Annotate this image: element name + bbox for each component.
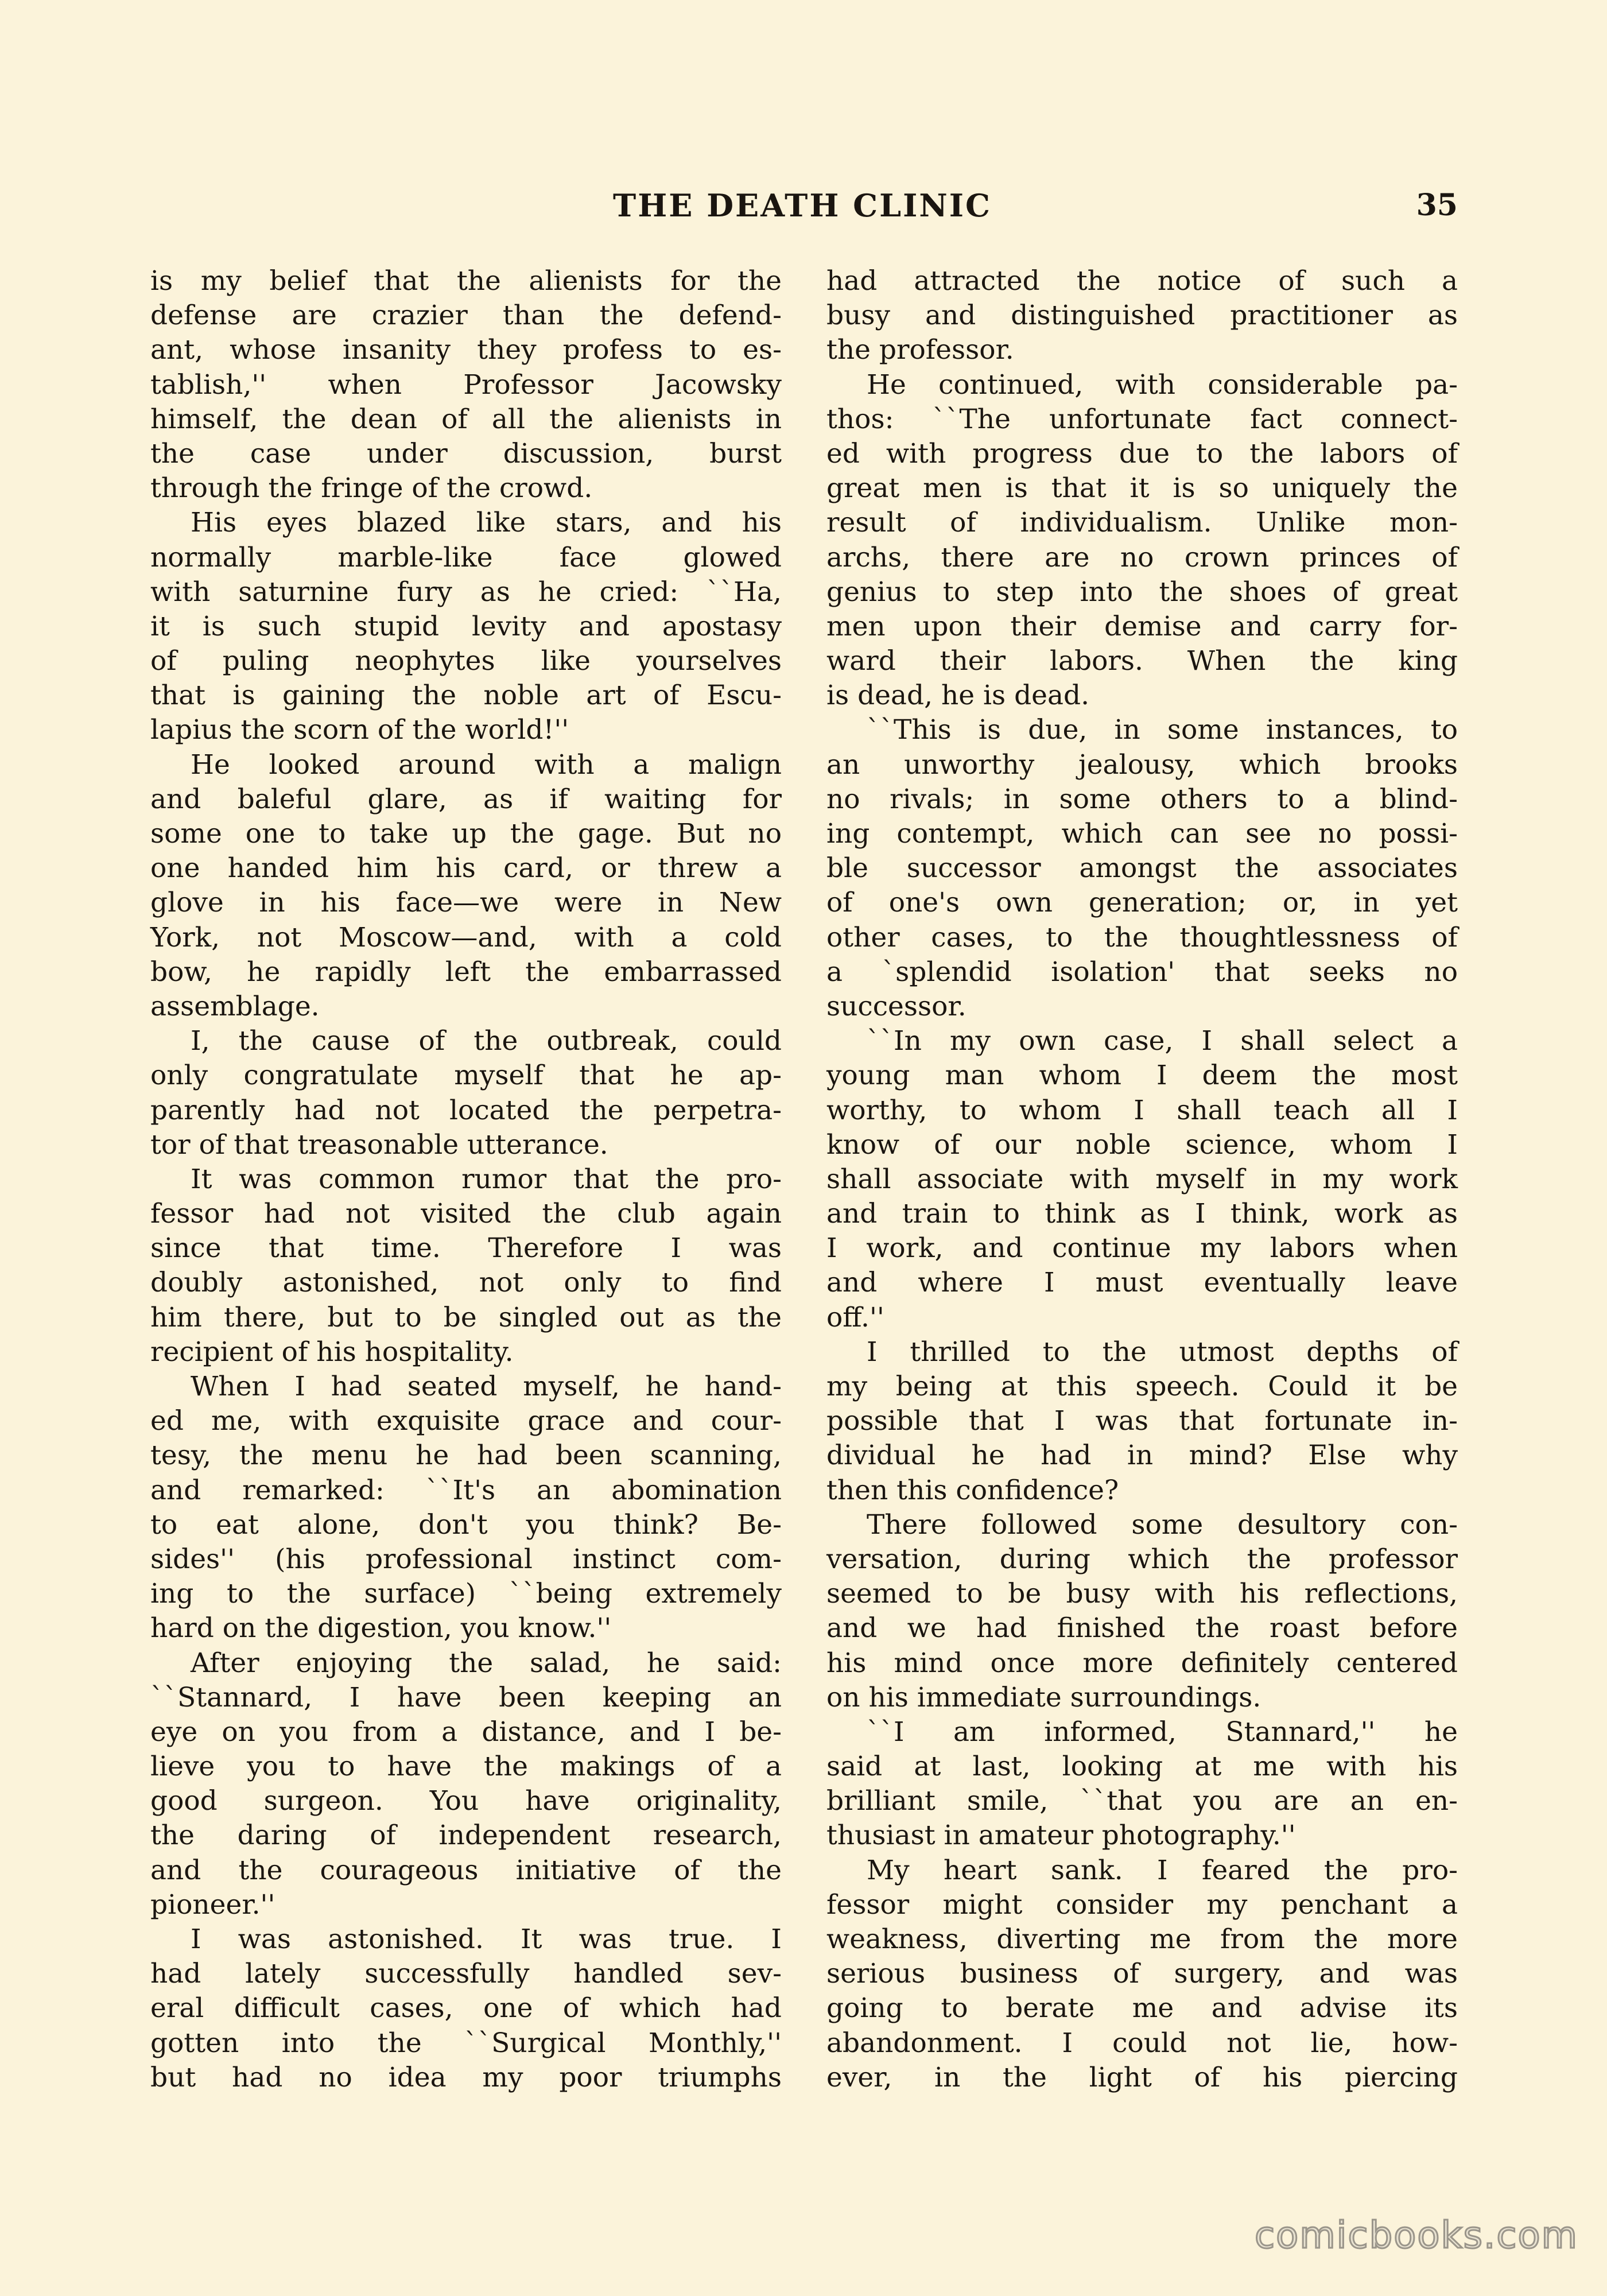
- text-line: lapius the scorn of the world!'': [150, 714, 569, 746]
- text-line: There followed some desultory con-: [867, 1508, 1458, 1541]
- text-line: defense are crazier than the defend-: [150, 300, 782, 332]
- text-line: one handed him his card, or threw a: [150, 852, 782, 885]
- text-line: is my belief that the alienists for the: [150, 265, 782, 297]
- text-line: only congratulate myself that he ap-: [150, 1060, 782, 1092]
- text-line: He looked around with a malign: [191, 748, 782, 781]
- left-text-column: [150, 264, 782, 2095]
- text-line: successor.: [826, 990, 966, 1022]
- text-line: versation, during which the professor: [826, 1543, 1458, 1575]
- text-line: that is gaining the noble art of Escu-: [150, 680, 782, 712]
- text-line: ever, in the light of his piercing: [826, 2061, 1458, 2093]
- text-line: possible that I was that fortunate in-: [826, 1405, 1458, 1437]
- text-line: but had no idea my poor triumphs: [150, 2061, 782, 2093]
- text-line: ``I am informed, Stannard,'' he: [867, 1716, 1458, 1748]
- text-line: and baleful glare, as if waiting for: [150, 783, 782, 815]
- text-line: him there, but to be singled out as the: [150, 1301, 782, 1333]
- text-line: young man whom I deem the most: [826, 1060, 1458, 1092]
- page-header: [0, 183, 1607, 228]
- text-line: on his immediate surroundings.: [826, 1681, 1261, 1713]
- text-line: the case under discussion, burst: [150, 437, 782, 470]
- text-line: dividual he had in mind? Else why: [826, 1440, 1458, 1472]
- text-line: no rivals; in some others to a blind-: [826, 783, 1458, 815]
- text-line: some one to take up the gage. But no: [150, 818, 782, 850]
- text-line: eral difficult cases, one of which had: [150, 1992, 782, 2024]
- text-line: tor of that treasonable utterance.: [150, 1128, 608, 1161]
- text-line: ing to the surface) ``being extremely: [150, 1578, 782, 1610]
- text-line: sides'' (his professional instinct com-: [150, 1543, 782, 1575]
- text-line: thos: ``The unfortunate fact connect-: [826, 403, 1458, 435]
- text-line: glove in his face—we were in New: [150, 887, 782, 919]
- text-line: result of individualism. Unlike mon-: [826, 507, 1458, 539]
- text-line: gotten into the ``Surgical Monthly,'': [150, 2027, 782, 2059]
- text-line: weakness, diverting me from the more: [826, 1923, 1458, 1955]
- text-line: and the courageous initiative of the: [150, 1854, 782, 1886]
- text-line: it is such stupid levity and apostasy: [150, 610, 782, 642]
- text-line: fessor had not visited the club again: [150, 1198, 782, 1230]
- text-line: hard on the digestion, you know.'': [150, 1612, 612, 1645]
- text-line: My heart sank. I feared the pro-: [867, 1854, 1458, 1886]
- text-line: ward their labors. When the king: [826, 645, 1458, 677]
- text-line: thusiast in amateur photography.'': [826, 1820, 1296, 1852]
- text-line: and we had finished the roast before: [826, 1612, 1458, 1645]
- text-line: tablish,'' when Professor Jacowsky: [150, 369, 782, 401]
- text-line: I was astonished. It was true. I: [191, 1923, 782, 1955]
- text-line: When I had seated myself, he hand-: [191, 1371, 782, 1402]
- text-line: other cases, to the thoughtlessness of: [826, 921, 1458, 953]
- text-line: doubly astonished, not only to find: [150, 1267, 782, 1299]
- text-line: ed with progress due to the labors of: [826, 437, 1458, 470]
- text-line: my being at this speech. Could it be: [826, 1371, 1458, 1402]
- text-line: and where I must eventually leave: [826, 1267, 1458, 1299]
- text-line: abandonment. I could not lie, how-: [826, 2027, 1458, 2059]
- text-line: men upon their demise and carry for-: [826, 610, 1458, 642]
- text-line: busy and distinguished practitioner as: [826, 300, 1458, 332]
- text-line: through the fringe of the crowd.: [150, 472, 593, 505]
- text-line: ``This is due, in some instances, to: [867, 714, 1458, 746]
- text-line: of puling neophytes like yourselves: [150, 645, 782, 677]
- text-line: His eyes blazed like stars, and his: [191, 507, 782, 539]
- text-line: the daring of independent research,: [150, 1820, 782, 1852]
- text-line: normally marble-like face glowed: [150, 541, 782, 573]
- text-line: ``Stannard, I have been keeping an: [150, 1681, 782, 1713]
- text-line: genius to step into the shoes of great: [826, 576, 1458, 608]
- page-number: 35: [1416, 188, 1458, 223]
- text-line: had attracted the notice of such a: [826, 265, 1458, 297]
- text-line: tesy, the menu he had been scanning,: [150, 1440, 782, 1472]
- text-line: worthy, to whom I shall teach all I: [826, 1094, 1458, 1126]
- text-line: After enjoying the salad, he said:: [191, 1647, 782, 1679]
- text-line: to eat alone, don't you think? Be-: [150, 1508, 782, 1541]
- text-line: eye on you from a distance, and I be-: [150, 1716, 782, 1748]
- text-line: ant, whose insanity they profess to es-: [150, 334, 782, 366]
- text-line: shall associate with myself in my work: [826, 1163, 1458, 1195]
- text-line: his mind once more definitely centered: [826, 1647, 1458, 1679]
- text-line: an unworthy jealousy, which brooks: [826, 748, 1458, 781]
- text-line: good surgeon. You have originality,: [150, 1785, 782, 1817]
- text-line: know of our noble science, whom I: [826, 1128, 1458, 1161]
- text-line: assemblage.: [150, 990, 320, 1022]
- text-line: archs, there are no crown princes of: [826, 541, 1458, 573]
- running-title: THE DEATH CLINIC: [613, 187, 992, 224]
- text-line: with saturnine fury as he cried: ``Ha,: [150, 576, 782, 608]
- text-line: a `splendid isolation' that seeks no: [826, 956, 1458, 988]
- text-line: going to berate me and advise its: [826, 1992, 1458, 2024]
- text-line: brilliant smile, ``that you are an en-: [826, 1785, 1458, 1817]
- text-line: parently had not located the perpetra-: [150, 1094, 782, 1126]
- text-line: is dead, he is dead.: [826, 680, 1090, 712]
- text-line: had lately successfully handled sev-: [150, 1958, 782, 1990]
- text-line: serious business of surgery, and was: [826, 1958, 1458, 1990]
- text-line: then this confidence?: [826, 1474, 1119, 1506]
- text-line: ing contempt, which can see no possi-: [826, 818, 1458, 850]
- text-line: the professor.: [826, 334, 1014, 366]
- text-line: off.'': [826, 1301, 884, 1333]
- text-line: great men is that it is so uniquely the: [826, 472, 1458, 505]
- text-line: I thrilled to the utmost depths of: [867, 1336, 1458, 1368]
- text-line: and train to think as I think, work as: [826, 1198, 1458, 1230]
- text-line: lieve you to have the makings of a: [150, 1751, 782, 1783]
- text-line: and remarked: ``It's an abomination: [150, 1474, 782, 1506]
- text-line: pioneer.'': [150, 1888, 275, 1921]
- text-line: since that time. Therefore I was: [150, 1232, 782, 1265]
- right-text-column: [826, 264, 1458, 2095]
- text-line: ``In my own case, I shall select a: [867, 1025, 1458, 1057]
- text-line: himself, the dean of all the alienists in: [150, 403, 782, 435]
- text-line: York, not Moscow—and, with a cold: [150, 921, 782, 953]
- text-line: recipient of his hospitality.: [150, 1336, 514, 1368]
- text-line: ble successor amongst the associates: [826, 852, 1458, 885]
- text-line: fessor might consider my penchant a: [826, 1888, 1458, 1921]
- text-line: I, the cause of the outbreak, could: [191, 1025, 782, 1057]
- text-line: said at last, looking at me with his: [826, 1751, 1458, 1783]
- text-line: He continued, with considerable pa-: [867, 369, 1458, 401]
- text-line: I work, and continue my labors when: [826, 1232, 1458, 1265]
- text-line: of one's own generation; or, in yet: [826, 887, 1458, 919]
- watermark: comicbooks.com: [1254, 2214, 1578, 2257]
- text-line: bow, he rapidly left the embarrassed: [150, 956, 782, 988]
- text-line: seemed to be busy with his reflections,: [826, 1578, 1458, 1610]
- text-line: It was common rumor that the pro-: [191, 1163, 782, 1195]
- text-line: ed me, with exquisite grace and cour-: [150, 1405, 782, 1437]
